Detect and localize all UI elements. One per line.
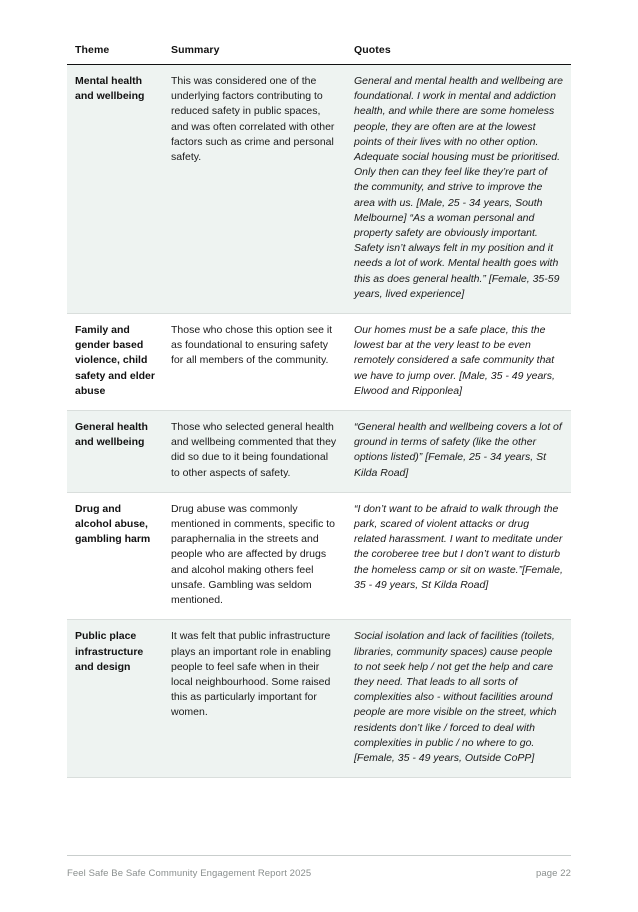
table-row — [67, 65, 571, 314]
cell-theme: Public place infrastructure and design — [67, 620, 163, 778]
cell-theme: Mental health and wellbeing — [67, 65, 163, 314]
cell-quotes: “I don’t want to be afraid to walk through the park, scared of violent attacks or drug related harassment. I want to meditate under the coroberee tree but I don’t want to disturb the homeless camp or sit on waste.”[Female, 35 - 49 years, St Kilda Road] — [346, 492, 571, 619]
table-row — [67, 314, 571, 411]
themes-table — [67, 38, 571, 778]
cell-summary: Drug abuse was commonly mentioned in comments, specific to paraphernalia in the streets and people who are affected by drugs and alcohol making others feel unsafe. Gambling was seldom mentioned. — [163, 492, 346, 619]
footer-report-title: Feel Safe Be Safe Community Engagement Report 2025 — [67, 868, 312, 879]
cell-quotes: “General health and wellbeing covers a lot of ground in terms of safety (like the other options listed)” [Female, 25 - 34 years, St Kilda Road] — [346, 411, 571, 493]
table-row — [67, 411, 571, 493]
cell-summary: Those who chose this option see it as foundational to ensuring safety for all members of the community. — [163, 314, 346, 411]
cell-summary: This was considered one of the underlying factors contributing to reduced safety in public spaces, and was often correlated with other factors such as crime and personal safety. — [163, 65, 346, 314]
cell-theme: Family and gender based violence, child safety and elder abuse — [67, 314, 163, 411]
cell-summary: Those who selected general health and wellbeing commented that they did so due to it being foundational to other aspects of safety. — [163, 411, 346, 493]
table-header-row — [67, 38, 571, 65]
table-body — [67, 65, 571, 778]
cell-summary: It was felt that public infrastructure plays an important role in enabling people to feel safe when in their local neighbourhood. Some raised this as particularly important for women. — [163, 620, 346, 778]
table-row — [67, 620, 571, 778]
footer-content — [67, 868, 571, 879]
themes-table-container — [67, 38, 571, 778]
cell-quotes: Social isolation and lack of facilities (toilets, libraries, community spaces) cause people to not seek help / not get the help and care they need. That leads to all sorts of complexities also - without facilities around people are more visible on the street, which residents don’t like / forced to deal with complexities in public / no where to go. [Female, 35 - 49 years, Outside CoPP] — [346, 620, 571, 778]
page-footer — [67, 855, 571, 879]
cell-quotes: General and mental health and wellbeing are foundational. I work in mental and addiction health, and while there are some homeless people, they are often are at the lowest points of their lives with no other option. Adequate social housing must be prioritised. Only then can they feel like they’re part of the community, and strive to improve the area with us. [Male, 25 - 34 years, South Melbourne] “As a woman personal and property safety are obviously important. Safety isn’t always felt in my position and it needs a lot of work. Mental health goes with this as does general health.” [Female, 35-59 years, lived experience] — [346, 65, 571, 314]
footer-page-number: page 22 — [535, 868, 571, 879]
column-header-theme: Theme — [67, 38, 163, 65]
table-row — [67, 492, 571, 619]
column-header-summary: Summary — [163, 38, 346, 65]
table-header — [67, 38, 571, 65]
column-header-quotes: Quotes — [346, 38, 571, 65]
cell-theme: Drug and alcohol abuse, gambling harm — [67, 492, 163, 619]
cell-quotes: Our homes must be a safe place, this the lowest bar at the very least to be even remotely considered a safe community that we have to jump over. [Male, 35 - 49 years, Elwood and Ripponlea] — [346, 314, 571, 411]
footer-divider — [67, 855, 571, 856]
cell-theme: General health and wellbeing — [67, 411, 163, 493]
